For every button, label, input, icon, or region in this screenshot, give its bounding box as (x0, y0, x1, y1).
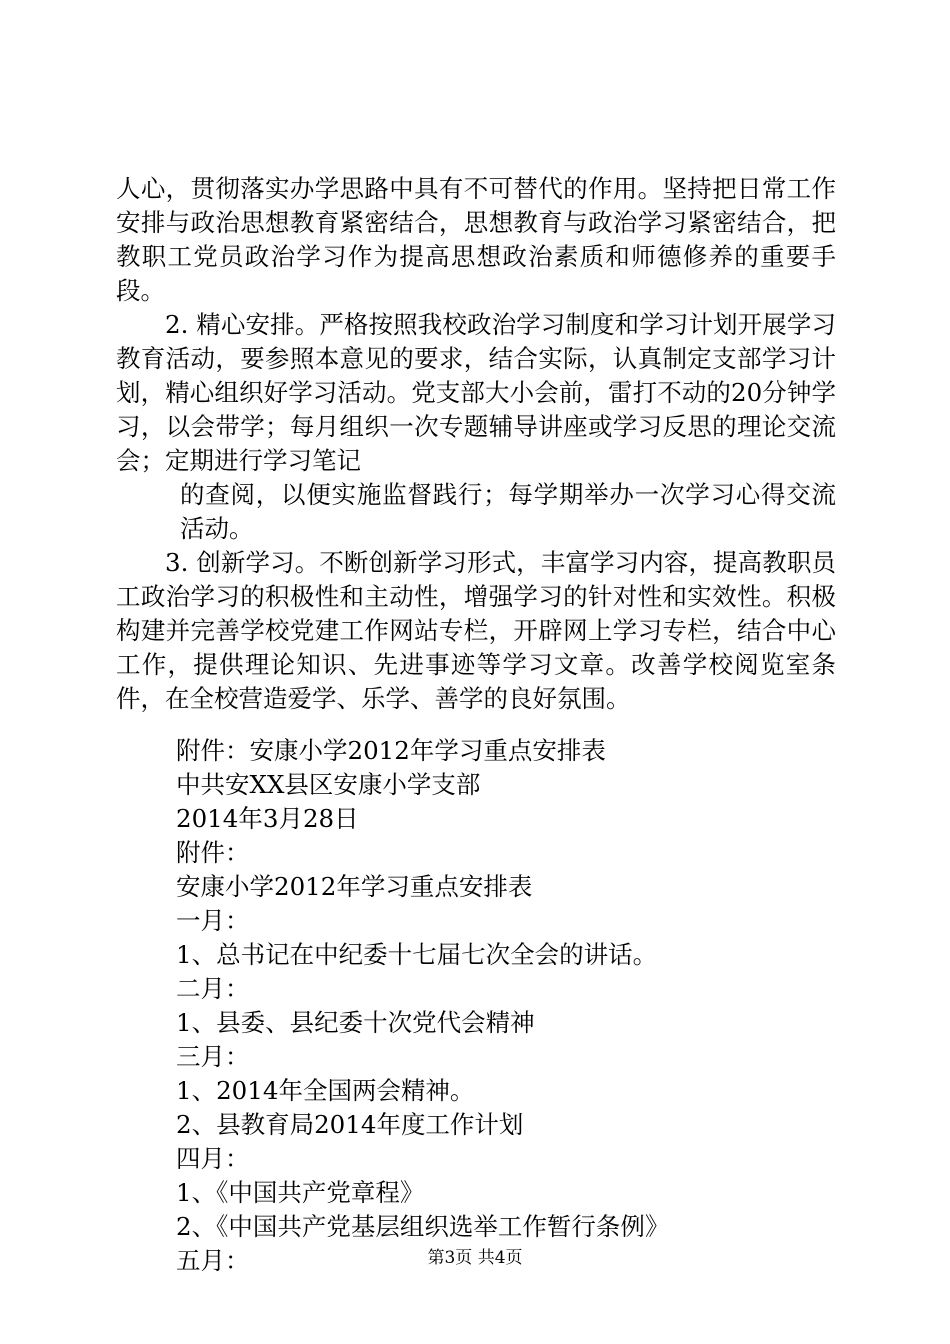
schedule-item: 2、《中国共产党基层组织选举工作暂行条例》 (176, 1212, 670, 1241)
paragraph: 的查阅，以便实施监督践行；每学期举办一次学习心得交流活动。 (180, 480, 836, 543)
schedule-item: 1、县委、县纪委十次党代会精神 (176, 1008, 535, 1037)
signature-date: 2014年3月28日 (176, 804, 359, 833)
spacer (116, 716, 836, 734)
month-heading: 一月： (176, 906, 250, 935)
paragraph: 3. 创新学习。不断创新学习形式，丰富学习内容，提高教职员工政治学习的积极性和主动性，增强学习的针对性和实效性。积极构建并完善学校党建工作网站专栏，开辟网上学习专栏，结合中心工作，提供理论知识、先进事迹等学习文章。改善学校阅览室条件，在全校营造爱学、乐学、善学的良好氛围。 (116, 548, 836, 713)
schedule-item: 1、2014年全国两会精神。 (176, 1076, 475, 1105)
signature-org: 中共安XX县区安康小学支部 (176, 770, 481, 799)
schedule-item: 1、《中国共产党章程》 (176, 1178, 425, 1207)
paragraph: 2. 精心安排。严格按照我校政治学习制度和学习计划开展学习教育活动，要参照本意见的要求，结合实际，认真制定支部学习计划，精心组织好学习活动。党支部大小会前，雷打不动的20分钟学习，以会带学；每月组织一次专题辅导讲座或学习反思的理论交流会；定期进行学习笔记 (116, 310, 836, 475)
attachment-line: 附件：安康小学2012年学习重点安排表 (176, 736, 606, 765)
page-footer: 第3页 共4页 (427, 1248, 523, 1268)
schedule-item: 1、总书记在中纪委十七届七次全会的讲话。 (176, 940, 658, 969)
month-heading: 二月： (176, 974, 250, 1003)
month-heading: 四月： (176, 1144, 250, 1173)
schedule-title: 安康小学2012年学习重点安排表 (176, 872, 533, 901)
document-body (116, 172, 836, 1278)
schedule-item: 2、县教育局2014年度工作计划 (176, 1110, 524, 1139)
month-heading: 五月： (176, 1246, 250, 1275)
attachment-label: 附件： (176, 838, 250, 867)
paragraph: 人心，贯彻落实办学思路中具有不可替代的作用。坚持把日常工作安排与政治思想教育紧密结合，思想教育与政治学习紧密结合，把教职工党员政治学习作为提高思想政治素质和师德修养的重要手段。 (116, 174, 836, 305)
month-heading: 三月： (176, 1042, 250, 1071)
